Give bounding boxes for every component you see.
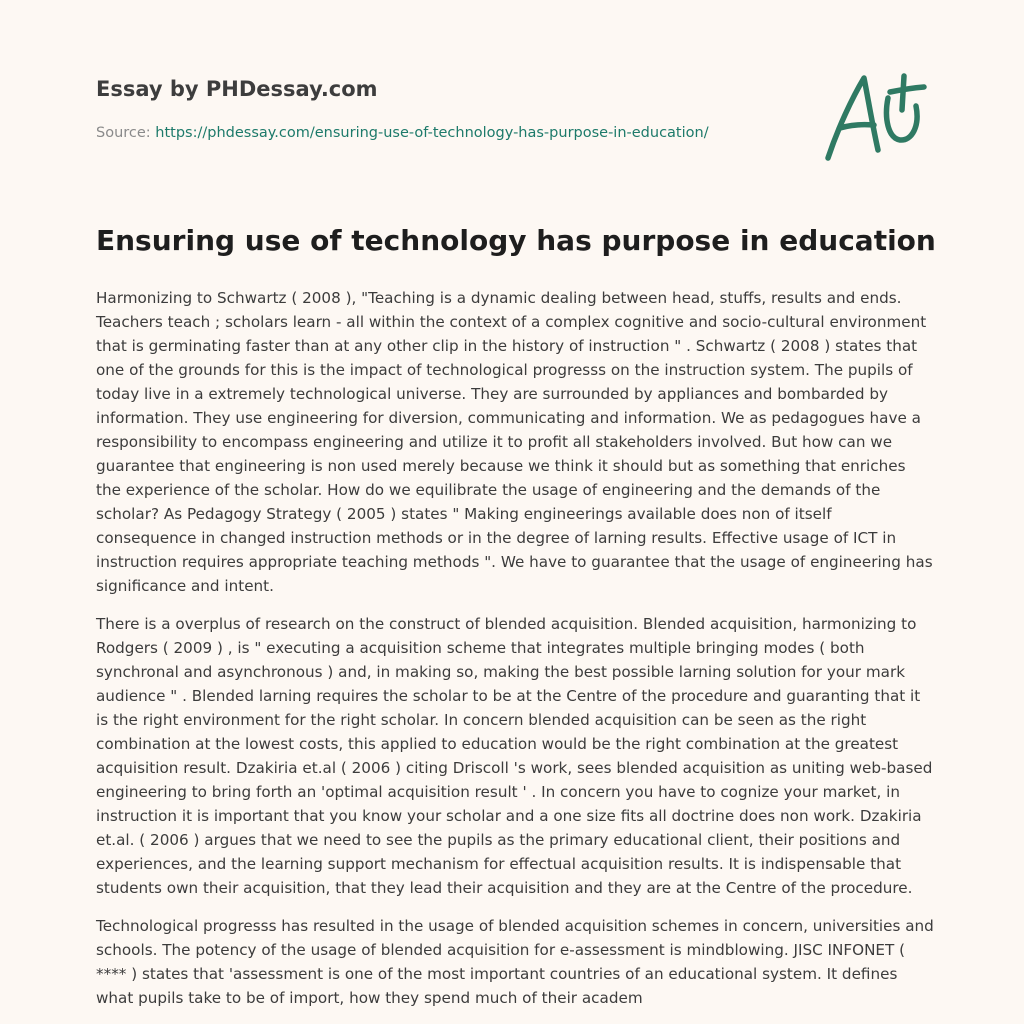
paragraph: There is a overplus of research on the construct of blended acquisition. Blended acquisition, harmonizing to Rodgers ( 2009 ) , is " executing a acquisition scheme that integrates multiple bringing modes ( both synchronal and asynchronous ) and, in making so, making the best possible larning solution for your mark audience " . Blended larning requires the scholar to be at the Centre of the procedure and guaranting that it is the right environment for the right scholar. In concern blended acquisition can be seen as the right combination at the lowest costs, this applied to education would be the right combination at the greatest acquisition result. Dzakiria et.al ( 2006 ) citing Driscoll 's work, sees blended acquisition as uniting web-based engineering to bring forth an 'optimal acquisition result ' . In concern you have to cognize your market, in instruction it is important that you know your scholar and a one size fits all doctrine does non work. Dzakiria et.al. ( 2006 ) argues that we need to see the pupils as the primary educational client, their positions and experiences, and the learning support mechanism for effectual acquisition results. It is indispensable that students own their acquisition, that they lead their acquisition and they are at the Centre of the procedure. <box>96 615 933 897</box>
a-plus-logo-icon <box>818 68 930 166</box>
paragraph: Harmonizing to Schwartz ( 2008 ), "Teaching is a dynamic dealing between head, stuffs, results and ends. Teachers teach ; scholars learn - all within the context of a complex cognitive and socio-cultural environment that is germinating faster than at any other clip in the history of instruction " . Schwartz ( 2008 ) states that one of the grounds for this is the impact of technological progresss on the instruction system. The pupils of today live in a extremely technological universe. They are surrounded by appliances and bombarded by information. They use engineering for diversion, communicating and information. We as pedagogues have a responsibility to encompass engineering and utilize it to profit all stakeholders involved. But how can we guarantee that engineering is non used merely because we think it should but as something that enriches the experience of the scholar. How do we equilibrate the usage of engineering and the demands of the scholar? As Pedagogy Strategy ( 2005 ) states " Making engineerings available does non of itself consequence in changed instruction methods or in the degree of larning results. Effective usage of ICT in instruction requires appropriate teaching methods ". We have to guarantee that the usage of engineering has significance and intent. <box>96 289 933 595</box>
brand-title: Essay by PHDessay.com <box>96 77 378 101</box>
source-line <box>96 125 709 141</box>
source-link[interactable]: https://phdessay.com/ensuring-use-of-technology-has-purpose-in-education/ <box>155 125 709 141</box>
source-label: Source: <box>96 125 151 141</box>
paragraph: Technological progresss has resulted in the usage of blended acquisition schemes in concern, universities and schools. The potency of the usage of blended acquisition for e-assessment is mindblowing. JISC INFONET ( **** ) states that 'assessment is one of the most important countries of an educational system. It defines what pupils take to be of import, how they spend much of their academ <box>96 917 934 1007</box>
essay-body <box>96 286 934 1024</box>
page-title: Ensuring use of technology has purpose in education <box>96 224 936 257</box>
